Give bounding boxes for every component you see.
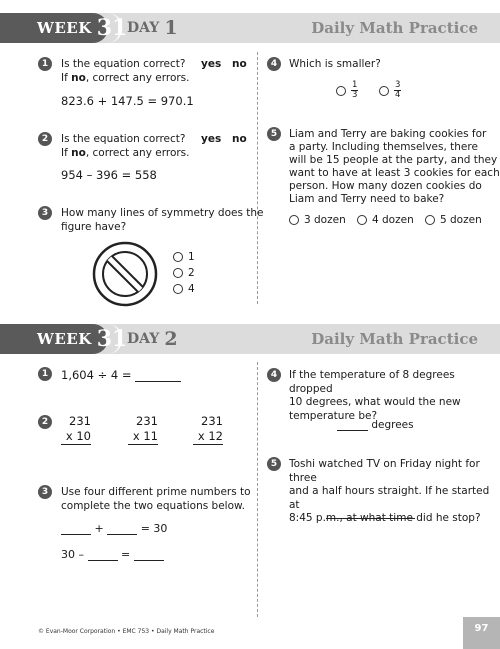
prompt-line: How many lines of symmetry does the — [61, 207, 264, 219]
radio-button[interactable] — [289, 215, 299, 225]
result: = 30 — [140, 522, 168, 535]
yes-option[interactable]: yes — [201, 133, 222, 145]
prompt-line: will be 15 people at the party, and they — [289, 154, 498, 166]
answer-blank[interactable] — [135, 371, 181, 382]
option-2[interactable] — [173, 267, 195, 279]
operand: 30 – — [61, 548, 84, 561]
day2-q4-prompt — [289, 369, 500, 423]
week-label: WEEK — [37, 19, 92, 37]
prompt-line: temperature be? — [289, 409, 378, 422]
day2-q1-prompt — [61, 368, 181, 382]
fraction-option-b[interactable] — [379, 81, 401, 100]
day2-q3-prompt — [61, 486, 251, 513]
option-3-dozen[interactable] — [289, 214, 346, 226]
answer-blank[interactable] — [337, 420, 368, 431]
day1-vertical-divider — [257, 52, 258, 304]
banner-title: Daily Math Practice — [311, 19, 478, 37]
banner-title: Daily Math Practice — [311, 330, 478, 348]
fraction-option-a[interactable] — [336, 81, 358, 100]
option-4-dozen[interactable] — [357, 214, 414, 226]
prompt-line: If the temperature of 8 degrees dropped — [289, 369, 455, 395]
radio-button[interactable] — [425, 215, 435, 225]
day-label: DAY — [127, 331, 160, 347]
multiplier: x 11 — [128, 429, 158, 445]
day2-q3-equation-1 — [61, 522, 167, 535]
week-badge — [0, 13, 128, 43]
answer-blank[interactable] — [107, 524, 137, 535]
question-number: 1 — [38, 367, 52, 381]
yes-option[interactable]: yes — [201, 58, 222, 70]
prompt-line: If no, correct any errors. — [61, 71, 190, 84]
multiplicand: 231 — [69, 414, 91, 428]
prompt-line: want to have at least 3 cookies for each — [289, 167, 500, 179]
day-label-group — [127, 13, 178, 43]
multiplier: x 12 — [193, 429, 223, 445]
question-number: 4 — [267, 57, 281, 71]
option-label: 1 — [188, 251, 195, 263]
radio-button[interactable] — [336, 86, 346, 96]
prompt-line: and a half hours straight. If he started at — [289, 485, 490, 511]
multiplication-problem — [61, 414, 91, 445]
question-number: 3 — [38, 206, 52, 220]
prompt-line: Is the equation correct? — [61, 133, 186, 145]
unit-label: degrees — [371, 419, 414, 431]
day2-q5-prompt — [289, 458, 500, 526]
day-number: 1 — [164, 17, 178, 39]
question-number: 5 — [267, 457, 281, 471]
prompt-line: Toshi watched TV on Friday night for three — [289, 458, 480, 484]
operator: = — [121, 548, 131, 561]
day1-q3-prompt — [61, 207, 264, 234]
day2-q4-answer — [337, 419, 414, 431]
prompt-line: Use four different prime numbers to — [61, 486, 251, 498]
multiplicand: 231 — [136, 414, 158, 428]
day2-q3-equation-2 — [61, 548, 164, 561]
copyright-footer: © Evan-Moor Corporation • EMC 753 • Daily Math Practice — [38, 628, 215, 635]
multiplication-problem — [128, 414, 158, 445]
radio-button[interactable] — [173, 284, 183, 294]
question-number: 2 — [38, 132, 52, 146]
day1-q1-prompt — [61, 58, 190, 85]
prompt-line: 8:45 p.m., at what time did he stop? — [289, 512, 481, 524]
option-label: 4 — [188, 283, 195, 295]
multiplier: x 10 — [61, 429, 91, 445]
week-badge — [0, 324, 128, 354]
operator: + — [94, 522, 104, 535]
day-label-group — [127, 324, 178, 354]
option-5-dozen[interactable] — [425, 214, 482, 226]
expression: 1,604 ÷ 4 = — [61, 368, 132, 382]
multiplication-problem — [193, 414, 223, 445]
prompt-line: person. How many dozen cookies do — [289, 180, 482, 192]
option-label: 3 dozen — [304, 214, 346, 226]
day1-q2-prompt — [61, 133, 190, 160]
option-1[interactable] — [173, 251, 195, 263]
radio-button[interactable] — [357, 215, 367, 225]
prompt-line: 10 degrees, what would the new — [289, 396, 461, 408]
prompt-line: Liam and Terry are baking cookies for — [289, 128, 487, 140]
prompt-line: If no, correct any errors. — [61, 146, 190, 159]
question-number: 5 — [267, 127, 281, 141]
option-3[interactable] — [173, 283, 195, 295]
answer-blank[interactable] — [61, 524, 91, 535]
week-number: 31 — [96, 15, 128, 41]
question-number: 4 — [267, 368, 281, 382]
prompt-line: complete the two equations below. — [61, 499, 245, 512]
question-number: 3 — [38, 485, 52, 499]
fraction: $\frac{1}{3}$ — [352, 80, 358, 100]
day1-banner — [0, 13, 500, 43]
option-label: 2 — [188, 267, 195, 279]
multiplicand: 231 — [201, 414, 223, 428]
no-option[interactable]: no — [232, 58, 247, 70]
radio-button[interactable] — [173, 252, 183, 262]
day2-banner — [0, 324, 500, 354]
radio-button[interactable] — [379, 86, 389, 96]
option-label: 5 dozen — [440, 214, 482, 226]
week-number: 31 — [96, 326, 128, 352]
day2-vertical-divider — [257, 362, 258, 617]
answer-blank[interactable] — [134, 550, 164, 561]
no-option[interactable]: no — [232, 133, 247, 145]
day1-q1-equation: 823.6 + 147.5 = 970.1 — [61, 94, 194, 108]
prompt-line: figure have? — [61, 220, 127, 233]
day-label: DAY — [127, 20, 160, 36]
prompt-line: Is the equation correct? — [61, 58, 186, 70]
question-number: 1 — [38, 57, 52, 71]
option-label: 4 dozen — [372, 214, 414, 226]
day1-q2-equation: 954 – 396 = 558 — [61, 168, 157, 182]
no-symbol-figure — [91, 240, 159, 308]
answer-line[interactable] — [326, 518, 415, 519]
radio-button[interactable] — [173, 268, 183, 278]
prompt-line: a party. Including themselves, there — [289, 141, 478, 153]
prompt-line: Liam and Terry need to bake? — [289, 193, 445, 205]
answer-blank[interactable] — [88, 550, 118, 561]
week-label: WEEK — [37, 330, 92, 348]
day1-q4-prompt: Which is smaller? — [289, 58, 381, 70]
day1-q5-prompt — [289, 128, 500, 206]
fraction: $\frac{3}{4}$ — [395, 80, 401, 100]
day-number: 2 — [164, 328, 178, 350]
question-number: 2 — [38, 415, 52, 429]
page-number: 97 — [463, 617, 500, 649]
